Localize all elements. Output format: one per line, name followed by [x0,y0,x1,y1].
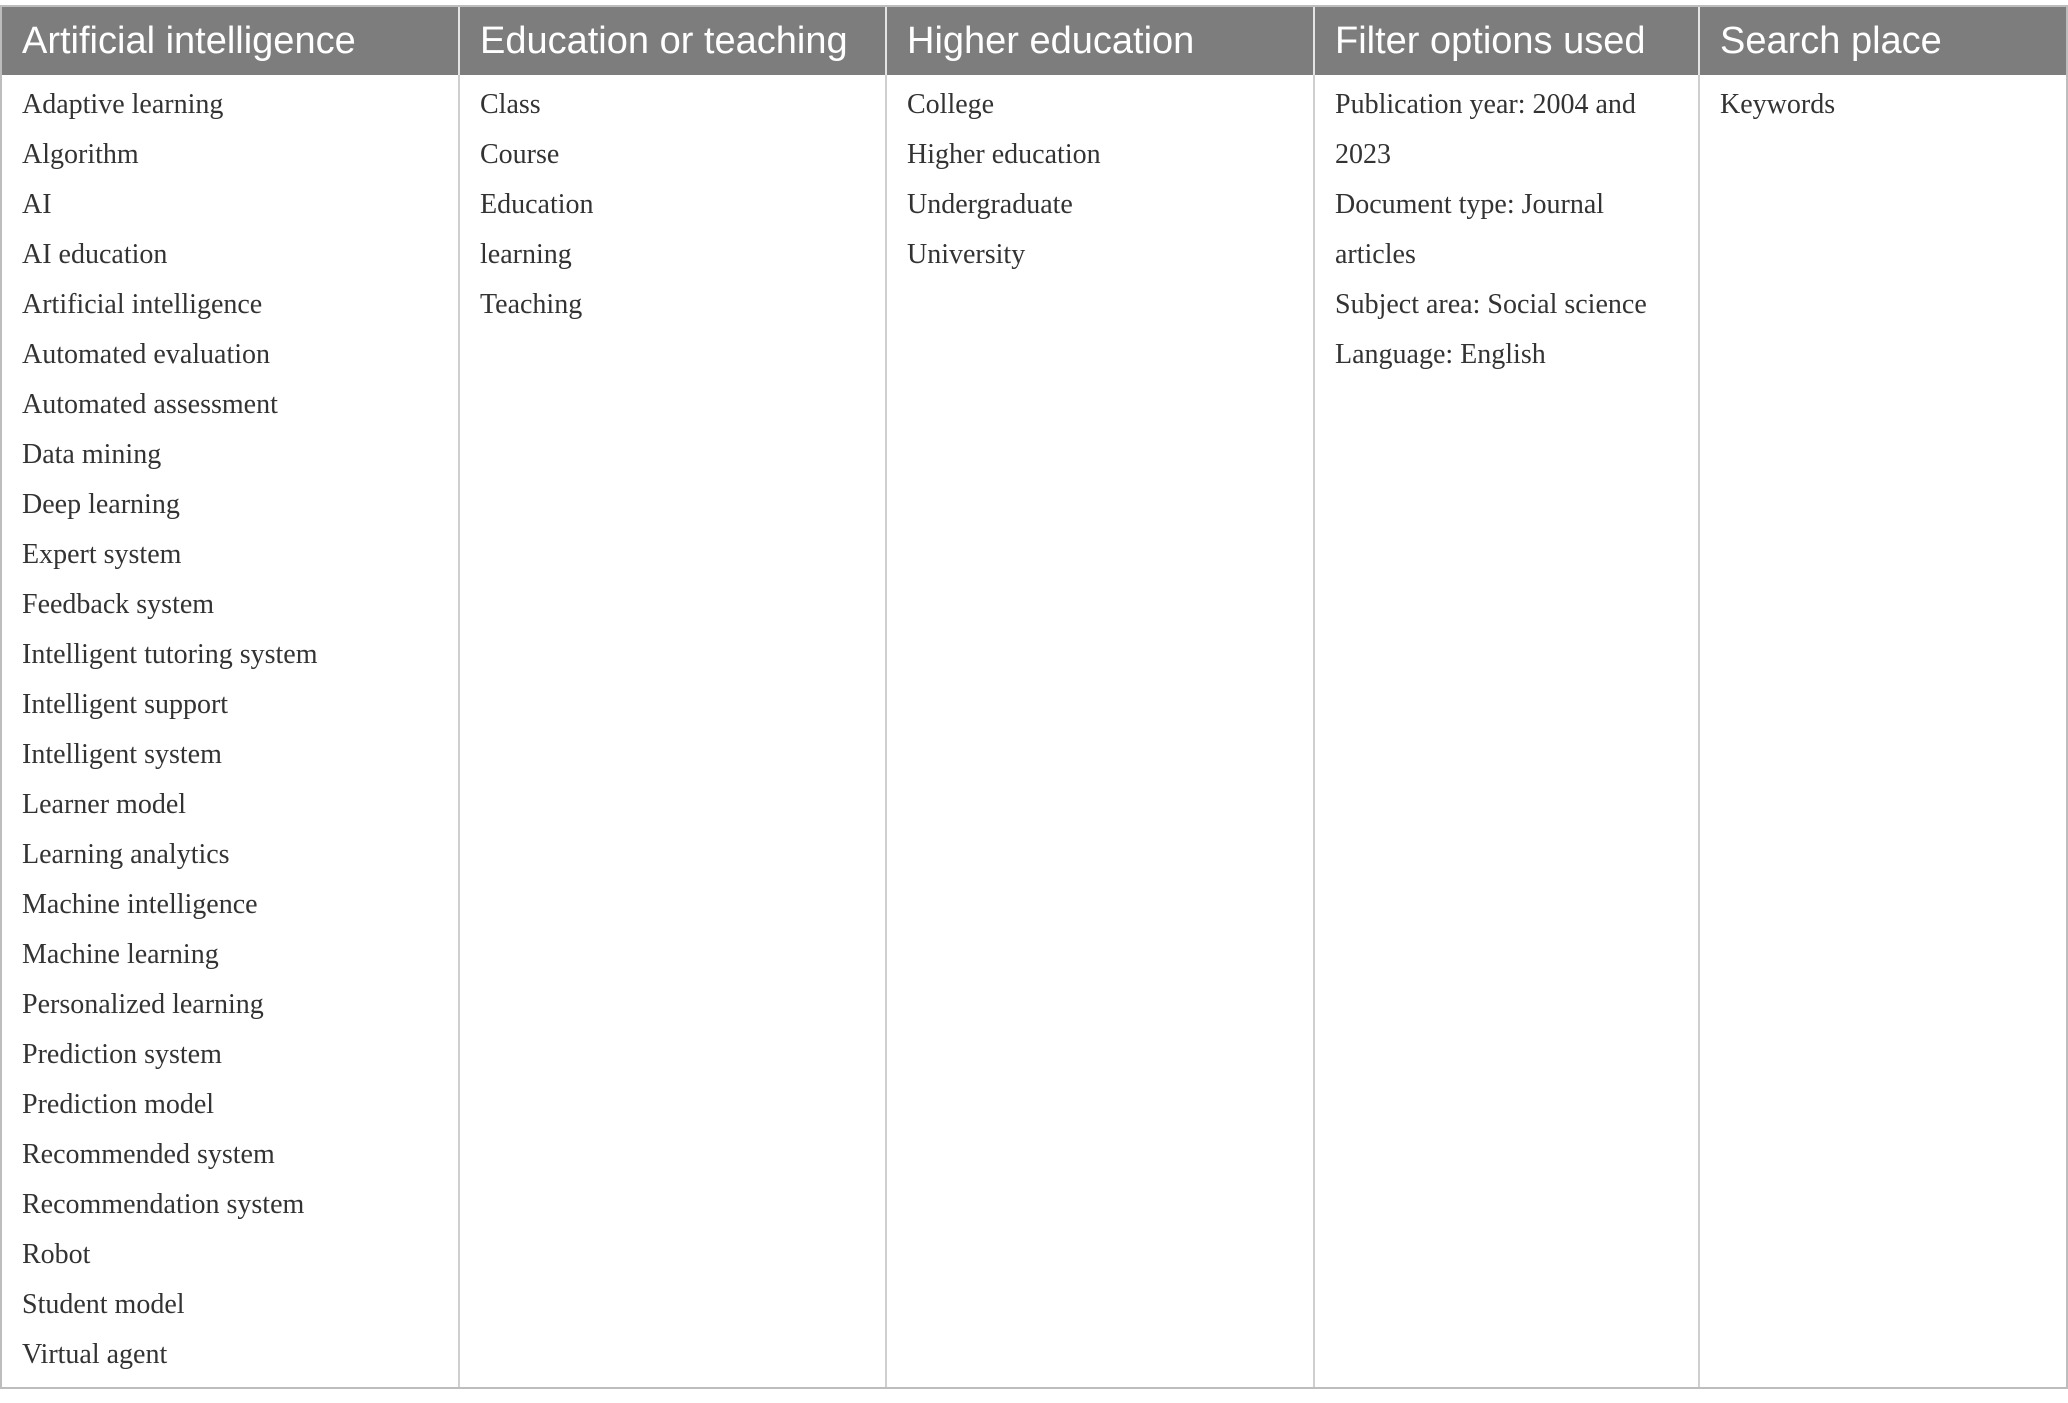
table-cell: learning [480,239,572,270]
table-cell: Intelligent support [22,689,229,720]
table-cell: Robot [22,1239,91,1270]
table-cell: Keywords [1720,89,1836,120]
header-filter-options-used: Filter options used [1315,7,1700,75]
table-cell: Publication year: 2004 and 2023 [1335,89,1636,170]
table-cell: Intelligent tutoring system [22,639,318,670]
column-filter-options-used [1315,75,1700,1387]
header-higher-education: Higher education [887,7,1315,75]
table-cell: AI education [22,239,168,270]
table-cell: Prediction system [22,1039,222,1070]
table-body-row [2,75,2066,1387]
table-cell: AI [22,189,52,220]
table-cell: Automated assessment [22,389,278,420]
table-cell: Feedback system [22,589,215,620]
column-higher-education [887,75,1315,1387]
column-search-place [1700,75,2066,1387]
table-cell: Course [480,139,560,170]
table-cell: Data mining [22,439,162,470]
table-cell: Student model [22,1289,185,1320]
table-header-row [2,7,2066,75]
header-education-or-teaching: Education or teaching [460,7,887,75]
table-cell: Machine learning [22,939,219,970]
table-cell: Learning analytics [22,839,230,870]
table-cell: Learner model [22,789,187,820]
column-education-or-teaching [460,75,887,1387]
table-cell: Intelligent system [22,739,222,770]
table-cell: College [907,89,995,120]
header-artificial-intelligence: Artificial intelligence [2,7,460,75]
table-cell: Machine intelligence [22,889,258,920]
header-search-place: Search place [1720,20,1942,62]
table-cell: Language: English [1335,339,1546,370]
table-cell: University [907,239,1026,270]
table-cell: Virtual agent [22,1339,168,1370]
table-cell: Adaptive learning [22,89,224,120]
table-cell: Recommendation system [22,1189,305,1220]
table-cell: Subject area: Social science [1335,289,1647,320]
table-cell: Prediction model [22,1089,215,1120]
table-cell: Recommended system [22,1139,275,1170]
search-terms-table [0,5,2068,1389]
table-cell: Personalized learning [22,989,264,1020]
table-cell: Document type: Journal articles [1335,189,1605,270]
table-cell: Expert system [22,539,182,570]
table-cell: Class [480,89,541,120]
table-cell: Automated evaluation [22,339,271,370]
column-artificial-intelligence [2,75,460,1387]
table-cell: Artificial intelligence [22,289,263,320]
table-cell: Algorithm [22,139,139,170]
table-cell: Teaching [480,289,583,320]
table-cell: Education [480,189,594,220]
table-cell: Higher education [907,139,1101,170]
table-cell: Deep learning [22,489,180,520]
table-cell: Undergraduate [907,189,1073,220]
